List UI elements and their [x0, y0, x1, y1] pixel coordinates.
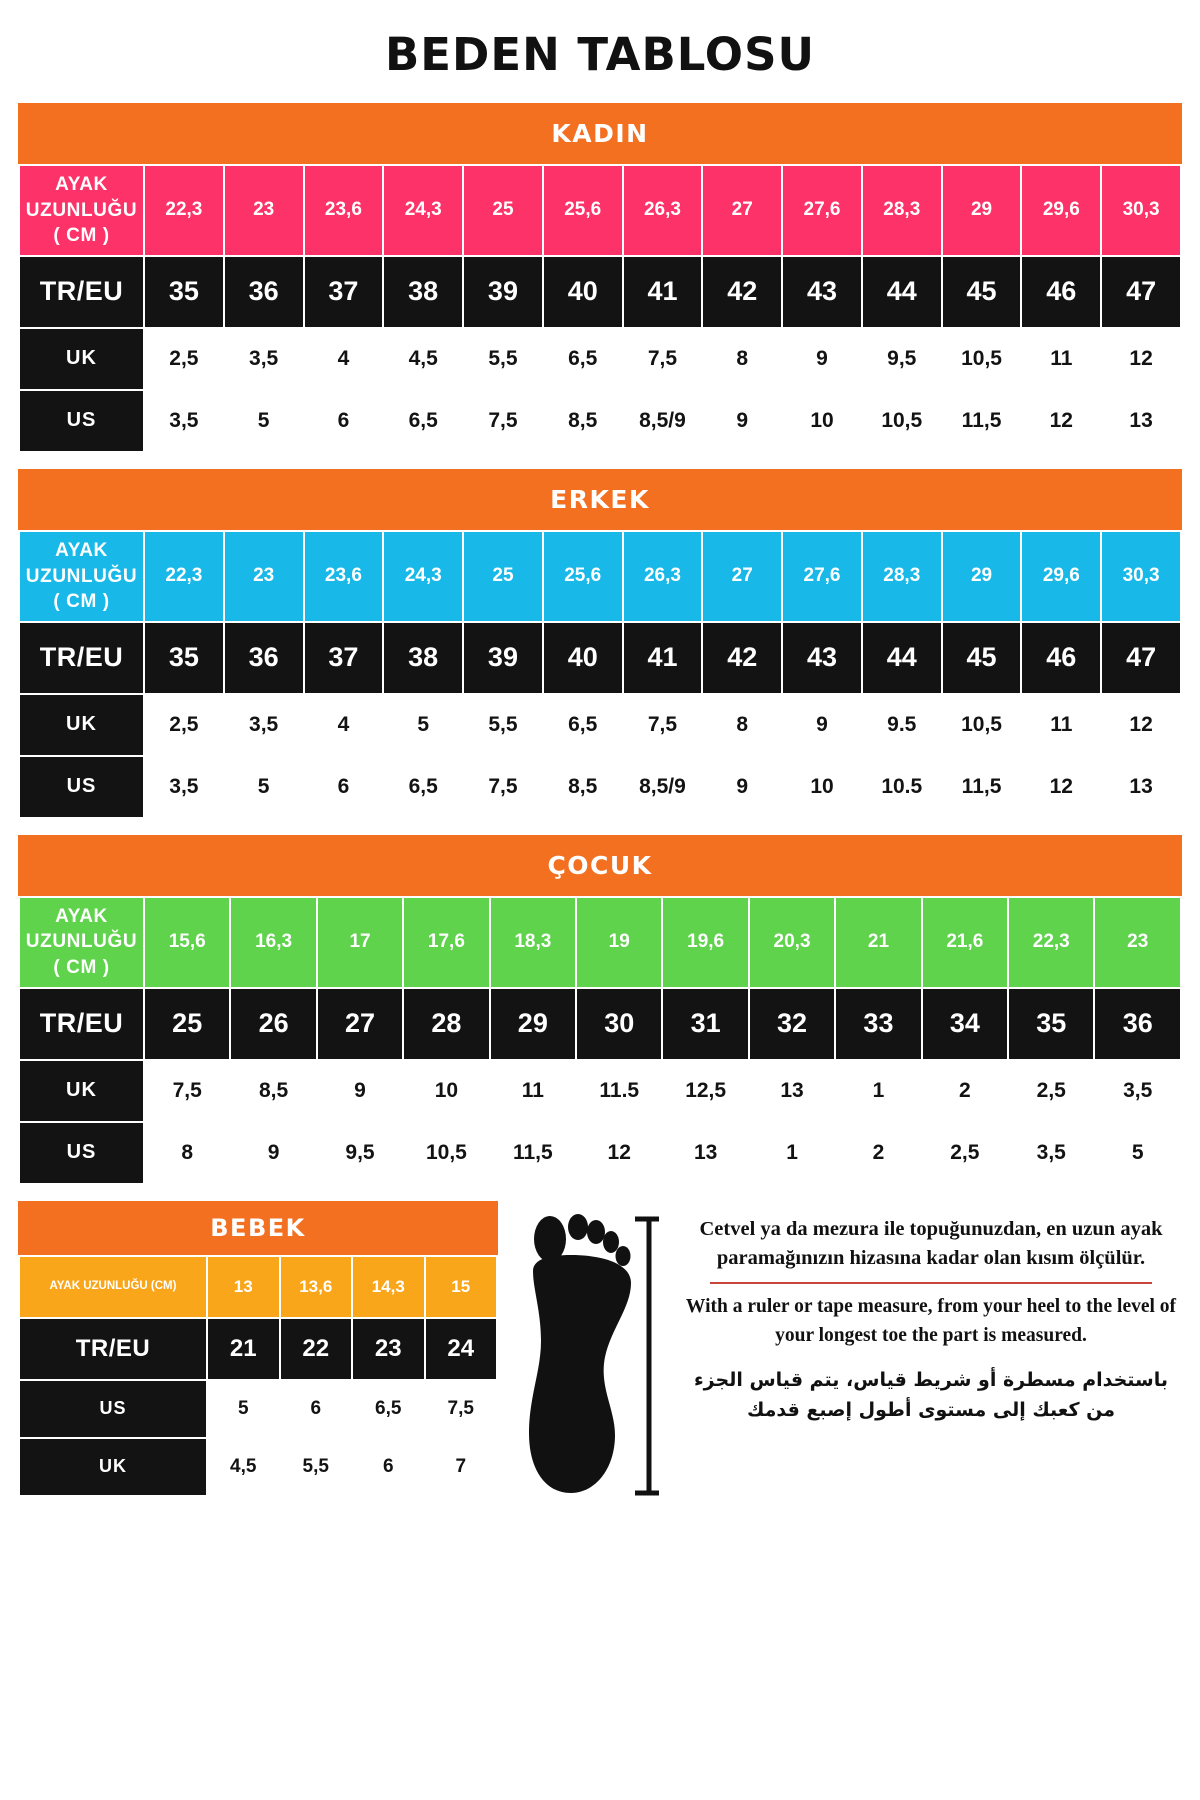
cell-uk: 4	[304, 694, 384, 756]
cell-us: 11,5	[942, 390, 1022, 452]
cell-foot-cm: 19	[576, 897, 662, 988]
cell-foot-cm: 27,6	[782, 531, 862, 622]
section-header-bebek: BEBEK	[18, 1201, 498, 1255]
cell-foot-cm: 17	[317, 897, 403, 988]
table-row-us-cocuk	[19, 1122, 1181, 1184]
row-label-us: US	[19, 1380, 207, 1438]
cell-uk: 7,5	[144, 1060, 230, 1122]
cell-foot-cm: 24,3	[383, 531, 463, 622]
cell-uk: 10	[403, 1060, 489, 1122]
cell-us: 8	[144, 1122, 230, 1184]
cell-tr-eu: 27	[317, 988, 403, 1060]
row-label-uk: UK	[19, 1060, 144, 1122]
cell-foot-cm: 27	[702, 531, 782, 622]
table-row-uk-kadin	[19, 328, 1181, 390]
row-label-tr-eu: TR/EU	[19, 1318, 207, 1380]
cell-foot-cm: 24,3	[383, 165, 463, 256]
cell-tr-eu: 35	[144, 622, 224, 694]
cell-foot-cm: 13	[207, 1256, 280, 1318]
cell-tr-eu: 24	[425, 1318, 498, 1380]
cell-foot-cm: 23	[1094, 897, 1181, 988]
cell-foot-cm: 25,6	[543, 165, 623, 256]
section-header-kadin: KADIN	[18, 103, 1182, 164]
cell-uk: 11	[490, 1060, 576, 1122]
cell-foot-cm: 13,6	[280, 1256, 353, 1318]
cell-us: 11,5	[490, 1122, 576, 1184]
cell-uk: 10,5	[942, 328, 1022, 390]
row-label-us: US	[19, 1122, 144, 1184]
cell-tr-eu: 47	[1101, 256, 1181, 328]
cell-foot-cm: 30,3	[1101, 531, 1181, 622]
page-title: BEDEN TABLOSU	[384, 28, 816, 81]
cell-uk: 11	[1021, 694, 1101, 756]
cell-tr-eu: 29	[490, 988, 576, 1060]
cell-uk: 13	[749, 1060, 835, 1122]
cell-uk: 2,5	[144, 694, 224, 756]
cell-foot-cm: 22,3	[144, 531, 224, 622]
row-label-foot-length: AYAK UZUNLUĞU ( CM )	[19, 897, 144, 988]
cell-us: 6	[304, 756, 384, 818]
row-label-foot-length: AYAK UZUNLUĞU ( CM )	[19, 165, 144, 256]
cell-us: 9	[230, 1122, 316, 1184]
cell-foot-cm: 28,3	[862, 531, 942, 622]
measure-instructions	[680, 1201, 1182, 1426]
cell-uk: 12,5	[662, 1060, 748, 1122]
cell-uk: 11.5	[576, 1060, 662, 1122]
cell-uk: 4,5	[383, 328, 463, 390]
cell-us: 3,5	[144, 390, 224, 452]
cell-uk: 5,5	[280, 1438, 353, 1496]
row-label-uk: UK	[19, 328, 144, 390]
table-row-tr-eu-cocuk	[19, 988, 1181, 1060]
divider	[710, 1282, 1152, 1284]
section-erkek	[18, 469, 1182, 819]
cell-us: 3,5	[144, 756, 224, 818]
cell-uk: 12	[1101, 694, 1181, 756]
instruction-english: With a ruler or tape measure, from your heel to the level of your longest toe the part is measured.	[685, 1296, 1177, 1347]
cell-foot-cm: 25,6	[543, 531, 623, 622]
row-label-foot-length: AYAK UZUNLUĞU (CM)	[19, 1256, 207, 1318]
cell-tr-eu: 35	[1008, 988, 1094, 1060]
footprint-icon	[519, 1211, 659, 1501]
cell-uk: 5,5	[463, 694, 543, 756]
cell-us: 10,5	[403, 1122, 489, 1184]
cell-foot-cm: 17,6	[403, 897, 489, 988]
cell-foot-cm: 22,3	[144, 165, 224, 256]
cell-tr-eu: 36	[1094, 988, 1181, 1060]
cell-foot-cm: 23,6	[304, 531, 384, 622]
cell-foot-cm: 23	[224, 165, 304, 256]
row-label-tr-eu: TR/EU	[19, 988, 144, 1060]
cell-uk: 9	[782, 328, 862, 390]
cell-foot-cm: 19,6	[662, 897, 748, 988]
cell-tr-eu: 37	[304, 256, 384, 328]
cell-us: 6	[280, 1380, 353, 1438]
cell-uk: 5	[383, 694, 463, 756]
cell-us: 7,5	[425, 1380, 498, 1438]
cell-uk: 9,5	[862, 328, 942, 390]
cell-us: 12	[1021, 390, 1101, 452]
cell-tr-eu: 21	[207, 1318, 280, 1380]
cell-tr-eu: 31	[662, 988, 748, 1060]
cell-tr-eu: 35	[144, 256, 224, 328]
cell-uk: 6	[352, 1438, 425, 1496]
cell-uk: 11	[1021, 328, 1101, 390]
cell-us: 8,5/9	[623, 756, 703, 818]
cell-foot-cm: 29,6	[1021, 531, 1101, 622]
table-row-us-erkek	[19, 756, 1181, 818]
table-row-foot-length-bebek	[19, 1256, 497, 1318]
table-row-foot-length-cocuk	[19, 897, 1181, 988]
cell-foot-cm: 27,6	[782, 165, 862, 256]
cell-uk: 10,5	[942, 694, 1022, 756]
table-row-us-kadin	[19, 390, 1181, 452]
table-row-tr-eu-bebek	[19, 1318, 497, 1380]
cell-foot-cm: 27	[702, 165, 782, 256]
cell-tr-eu: 28	[403, 988, 489, 1060]
cell-us: 12	[576, 1122, 662, 1184]
instruction-turkish: Cetvel ya da mezura ile topuğunuzdan, en uzun ayak paramağınızın hizasına kadar olan kısım ölçülür.	[699, 1217, 1163, 1270]
row-label-tr-eu: TR/EU	[19, 622, 144, 694]
size-table-cocuk	[18, 896, 1182, 1185]
cell-tr-eu: 39	[463, 622, 543, 694]
foot-measure-illustration	[514, 1201, 664, 1501]
cell-us: 2	[835, 1122, 921, 1184]
cell-uk: 3,5	[224, 694, 304, 756]
cell-uk: 2,5	[1008, 1060, 1094, 1122]
row-label-tr-eu: TR/EU	[19, 256, 144, 328]
instruction-arabic: باستخدام مسطرة أو شريط قياس، يتم قياس الجزء من كعبك إلى مستوى أطول إصبع قدمك	[693, 1368, 1169, 1422]
cell-foot-cm: 22,3	[1008, 897, 1094, 988]
cell-uk: 2	[922, 1060, 1008, 1122]
cell-tr-eu: 26	[230, 988, 316, 1060]
cell-tr-eu: 45	[942, 256, 1022, 328]
cell-uk: 12	[1101, 328, 1181, 390]
table-row-uk-erkek	[19, 694, 1181, 756]
cell-tr-eu: 22	[280, 1318, 353, 1380]
cell-tr-eu: 38	[383, 622, 463, 694]
table-row-foot-length-erkek	[19, 531, 1181, 622]
cell-us: 8,5	[543, 756, 623, 818]
cell-us: 13	[662, 1122, 748, 1184]
cell-uk: 5,5	[463, 328, 543, 390]
cell-uk: 6,5	[543, 328, 623, 390]
cell-foot-cm: 30,3	[1101, 165, 1181, 256]
cell-us: 1	[749, 1122, 835, 1184]
cell-uk: 8,5	[230, 1060, 316, 1122]
cell-us: 10,5	[862, 390, 942, 452]
cell-us: 5	[224, 390, 304, 452]
cell-us: 13	[1101, 390, 1181, 452]
section-header-erkek: ERKEK	[18, 469, 1182, 530]
table-row-us-bebek	[19, 1380, 497, 1438]
cell-us: 6,5	[383, 390, 463, 452]
cell-tr-eu: 42	[702, 256, 782, 328]
cell-tr-eu: 40	[543, 622, 623, 694]
cell-foot-cm: 23	[224, 531, 304, 622]
cell-us: 10.5	[862, 756, 942, 818]
cell-foot-cm: 29	[942, 531, 1022, 622]
cell-uk: 2,5	[144, 328, 224, 390]
cell-uk: 1	[835, 1060, 921, 1122]
row-label-uk: UK	[19, 694, 144, 756]
cell-foot-cm: 25	[463, 531, 543, 622]
table-row-uk-bebek	[19, 1438, 497, 1496]
cell-us: 5	[224, 756, 304, 818]
cell-uk: 3,5	[224, 328, 304, 390]
cell-us: 9,5	[317, 1122, 403, 1184]
cell-tr-eu: 43	[782, 622, 862, 694]
cell-tr-eu: 30	[576, 988, 662, 1060]
table-row-uk-cocuk	[19, 1060, 1181, 1122]
cell-tr-eu: 32	[749, 988, 835, 1060]
cell-foot-cm: 21,6	[922, 897, 1008, 988]
cell-tr-eu: 41	[623, 256, 703, 328]
cell-uk: 7	[425, 1438, 498, 1496]
row-label-foot-length: AYAK UZUNLUĞU ( CM )	[19, 531, 144, 622]
size-table-bebek	[18, 1255, 498, 1497]
table-row-foot-length-kadin	[19, 165, 1181, 256]
section-cocuk	[18, 835, 1182, 1185]
row-label-us: US	[19, 390, 144, 452]
cell-tr-eu: 34	[922, 988, 1008, 1060]
cell-foot-cm: 23,6	[304, 165, 384, 256]
size-table-erkek	[18, 530, 1182, 819]
cell-us: 7,5	[463, 390, 543, 452]
cell-us: 11,5	[942, 756, 1022, 818]
cell-tr-eu: 41	[623, 622, 703, 694]
table-row-tr-eu-kadin	[19, 256, 1181, 328]
cell-uk: 9	[317, 1060, 403, 1122]
cell-tr-eu: 47	[1101, 622, 1181, 694]
cell-tr-eu: 44	[862, 256, 942, 328]
cell-uk: 3,5	[1094, 1060, 1181, 1122]
cell-us: 12	[1021, 756, 1101, 818]
cell-tr-eu: 33	[835, 988, 921, 1060]
cell-uk: 9.5	[862, 694, 942, 756]
cell-tr-eu: 43	[782, 256, 862, 328]
cell-foot-cm: 29,6	[1021, 165, 1101, 256]
cell-tr-eu: 44	[862, 622, 942, 694]
size-table-kadin	[18, 164, 1182, 453]
cell-uk: 8	[702, 328, 782, 390]
cell-us: 3,5	[1008, 1122, 1094, 1184]
cell-uk: 4,5	[207, 1438, 280, 1496]
cell-tr-eu: 40	[543, 256, 623, 328]
cell-foot-cm: 16,3	[230, 897, 316, 988]
cell-tr-eu: 45	[942, 622, 1022, 694]
cell-uk: 7,5	[623, 328, 703, 390]
cell-foot-cm: 25	[463, 165, 543, 256]
cell-foot-cm: 29	[942, 165, 1022, 256]
cell-uk: 9	[782, 694, 862, 756]
cell-tr-eu: 39	[463, 256, 543, 328]
cell-foot-cm: 15,6	[144, 897, 230, 988]
cell-us: 6	[304, 390, 384, 452]
cell-foot-cm: 26,3	[623, 531, 703, 622]
section-bebek	[18, 1201, 498, 1497]
cell-uk: 8	[702, 694, 782, 756]
cell-foot-cm: 18,3	[490, 897, 576, 988]
cell-us: 7,5	[463, 756, 543, 818]
bottom-area	[18, 1201, 1182, 1513]
cell-us: 9	[702, 390, 782, 452]
cell-tr-eu: 23	[352, 1318, 425, 1380]
table-row-tr-eu-erkek	[19, 622, 1181, 694]
cell-foot-cm: 20,3	[749, 897, 835, 988]
cell-us: 5	[1094, 1122, 1181, 1184]
cell-foot-cm: 21	[835, 897, 921, 988]
cell-tr-eu: 46	[1021, 256, 1101, 328]
cell-us: 8,5	[543, 390, 623, 452]
cell-us: 2,5	[922, 1122, 1008, 1184]
cell-foot-cm: 15	[425, 1256, 498, 1318]
cell-us: 6,5	[352, 1380, 425, 1438]
cell-tr-eu: 42	[702, 622, 782, 694]
cell-tr-eu: 37	[304, 622, 384, 694]
cell-us: 13	[1101, 756, 1181, 818]
cell-uk: 4	[304, 328, 384, 390]
cell-uk: 6,5	[543, 694, 623, 756]
cell-us: 6,5	[383, 756, 463, 818]
cell-tr-eu: 38	[383, 256, 463, 328]
row-label-us: US	[19, 756, 144, 818]
cell-uk: 7,5	[623, 694, 703, 756]
cell-tr-eu: 46	[1021, 622, 1101, 694]
cell-us: 10	[782, 756, 862, 818]
cell-foot-cm: 26,3	[623, 165, 703, 256]
cell-us: 9	[702, 756, 782, 818]
cell-us: 8,5/9	[623, 390, 703, 452]
cell-foot-cm: 14,3	[352, 1256, 425, 1318]
cell-tr-eu: 36	[224, 622, 304, 694]
section-kadin	[18, 103, 1182, 453]
section-header-cocuk: ÇOCUK	[18, 835, 1182, 896]
cell-foot-cm: 28,3	[862, 165, 942, 256]
cell-us: 5	[207, 1380, 280, 1438]
cell-us: 10	[782, 390, 862, 452]
cell-tr-eu: 36	[224, 256, 304, 328]
row-label-uk: UK	[19, 1438, 207, 1496]
cell-tr-eu: 25	[144, 988, 230, 1060]
